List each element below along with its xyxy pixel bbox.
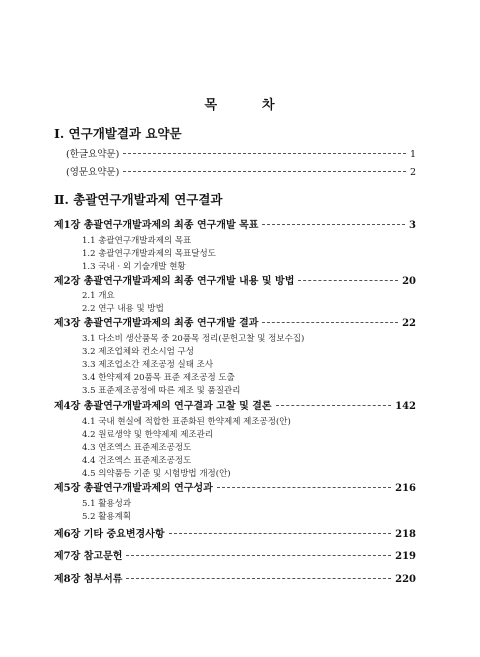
toc-entry-chapter-2[interactable] bbox=[54, 272, 416, 287]
toc-entry-chapter-6[interactable] bbox=[54, 525, 416, 540]
entry-label: 제5장 총괄연구개발과제의 연구성과 bbox=[54, 483, 213, 494]
toc-subentry[interactable]: 3.3 제조업소간 제조공정 실태 조사 bbox=[82, 360, 214, 370]
entry-label: 제2장 총괄연구개발과제의 최종 연구개발 내용 및 방법 bbox=[54, 276, 295, 287]
entry-label: 제8장 첨부서류 bbox=[54, 574, 123, 585]
toc-entry-chapter-3[interactable] bbox=[54, 314, 416, 329]
entry-page: 216 bbox=[395, 483, 416, 494]
toc-subentry[interactable]: 3.5 표준제조공정에 따른 제조 및 품질관리 bbox=[82, 386, 241, 396]
entry-label: (영문요약문) bbox=[66, 167, 120, 178]
toc-entry-korean-abstract[interactable] bbox=[66, 146, 416, 160]
title-char-2: 차 bbox=[262, 98, 276, 113]
entry-label: 제6장 기타 중요변경사항 bbox=[54, 529, 165, 540]
dot-leader bbox=[298, 280, 398, 281]
entry-page: 219 bbox=[395, 551, 416, 562]
entry-page: 218 bbox=[395, 529, 416, 540]
entry-page: 142 bbox=[395, 401, 416, 412]
dot-leader bbox=[262, 224, 405, 225]
toc-entry-chapter-1[interactable] bbox=[54, 216, 416, 231]
toc-subentry[interactable]: 2.2 연구 내용 및 방법 bbox=[82, 304, 164, 314]
toc-subentry[interactable]: 5.2 활용계획 bbox=[82, 512, 132, 522]
toc-subentry[interactable]: 1.2 총괄연구개발과제의 목표달성도 bbox=[82, 249, 216, 259]
toc-subentry[interactable]: 3.2 제조업체와 컨소시엄 구성 bbox=[82, 347, 194, 357]
toc-entry-chapter-7[interactable] bbox=[54, 547, 416, 562]
toc-subentry[interactable]: 4.4 건조엑스 표준제조공정도 bbox=[82, 456, 192, 466]
toc-subentry[interactable]: 4.1 국내 현실에 적합한 표준화된 한약제제 제조공정(안) bbox=[82, 417, 291, 427]
entry-label: 제4장 총괄연구개발과제의 연구결과 고찰 및 결론 bbox=[54, 401, 272, 412]
entry-label: 제3장 총괄연구개발과제의 최종 연구개발 결과 bbox=[54, 318, 259, 329]
dot-leader bbox=[169, 533, 392, 534]
dot-leader bbox=[126, 578, 391, 579]
toc-entry-chapter-4[interactable] bbox=[54, 397, 416, 412]
toc-subentry[interactable]: 3.1 다소비 생산품목 중 20품목 정리(문헌고찰 및 정보수집) bbox=[82, 334, 305, 344]
toc-entry-english-abstract[interactable] bbox=[66, 164, 416, 178]
dot-leader bbox=[123, 171, 406, 172]
entry-page: 1 bbox=[409, 149, 416, 160]
dot-leader bbox=[126, 555, 391, 556]
toc-subentry[interactable]: 2.1 개요 bbox=[82, 291, 115, 301]
toc-subentry[interactable]: 4.2 원료생약 및 한약제제 제조관리 bbox=[82, 430, 214, 440]
part2-heading: Ⅱ. 총괄연구개발과제 연구결과 bbox=[54, 192, 223, 207]
toc-subentry[interactable]: 3.4 한약제제 20품목 표준 제조공정 도출 bbox=[82, 373, 235, 383]
toc-subentry[interactable]: 4.3 연조엑스 표준제조공정도 bbox=[82, 443, 192, 453]
entry-page: 22 bbox=[402, 318, 416, 329]
title-char-1: 목 bbox=[204, 98, 218, 113]
dot-leader bbox=[262, 322, 398, 323]
entry-page: 20 bbox=[402, 276, 416, 287]
toc-entry-chapter-5[interactable] bbox=[54, 479, 416, 494]
entry-label: 제7장 참고문헌 bbox=[54, 551, 123, 562]
toc-subentry[interactable]: 5.1 활용성과 bbox=[82, 499, 132, 509]
toc-subentry[interactable]: 4.5 의약품등 기준 및 시험방법 개정(안) bbox=[82, 469, 231, 479]
dot-leader bbox=[276, 405, 392, 406]
toc-subentry[interactable]: 1.1 총괄연구개발과제의 목표 bbox=[82, 236, 192, 246]
toc-entry-chapter-8[interactable] bbox=[54, 570, 416, 585]
entry-label: (한글요약문) bbox=[66, 149, 120, 160]
entry-page: 3 bbox=[409, 220, 416, 231]
entry-label: 제1장 총괄연구개발과제의 최종 연구개발 목표 bbox=[54, 220, 259, 231]
entry-page: 2 bbox=[409, 167, 416, 178]
part1-heading: Ⅰ. 연구개발결과 요약문 bbox=[54, 126, 182, 141]
dot-leader bbox=[123, 153, 406, 154]
dot-leader bbox=[217, 487, 391, 488]
toc-subentry[interactable]: 1.3 국내 · 외 기술개발 현황 bbox=[82, 262, 186, 272]
page-title bbox=[0, 94, 480, 113]
entry-page: 220 bbox=[395, 574, 416, 585]
